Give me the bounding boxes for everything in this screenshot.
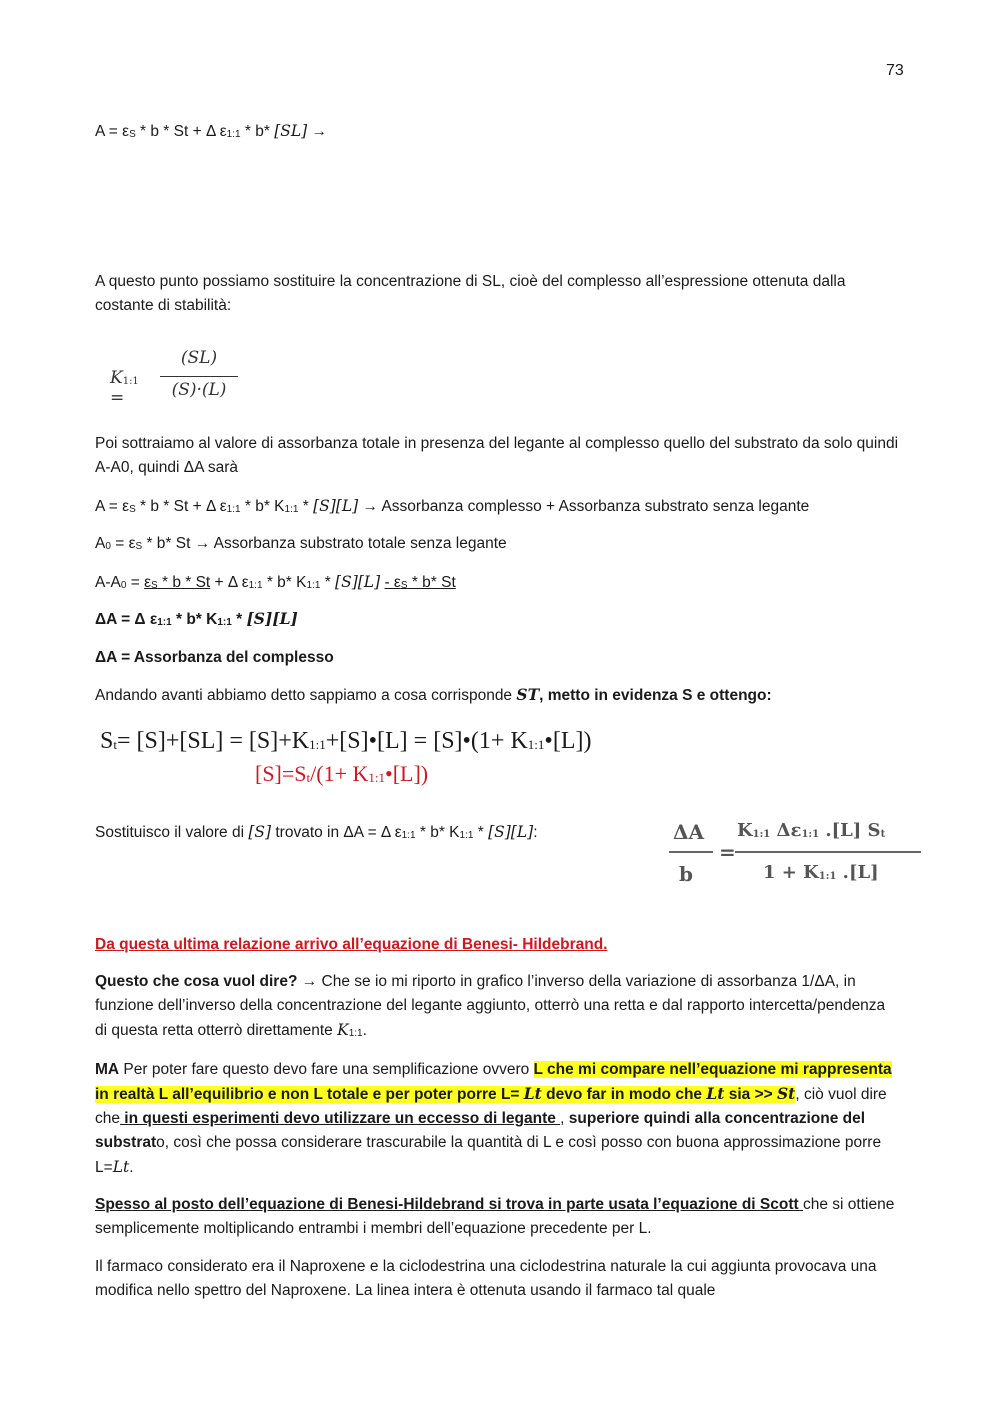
paragraph-simplification: MA Per poter fare questo devo fare una semplificazione ovvero L che mi compare nell’equazione mi rappresenta in realtà L all’equilibrio e non L totale e per poter porre L= Lt devo far in modo che Lt sia >> St, ciò vuol dire che in questi esperimenti devo utilizzare un eccesso di legante , superiore quindi alla concentrazione del substrato, così che possa considerare trascurabile la quantità di L e così posso con buona approssimazione porre L=Lt.	[95, 1061, 892, 1176]
paragraph-substitute-s: Sostituisco il valore di [S] trovato in ΔA = Δ $\varepsilon_{1:1} * b*$ $K_{1:1} * [S][L]$:	[95, 823, 538, 841]
paragraph-substitution: A questo punto possiamo sostituire la concentrazione di SL, cioè del complesso all’espressione ottenuta dalla costante di stabilità:	[95, 273, 846, 314]
equation-difference: $A-A_0 = \varepsilon_S * b * St + \Delta$ $\varepsilon_{1:1} * b*$ $K_{1:1} * [S][L] - \varepsilon_S * b*$ St	[95, 573, 456, 591]
benesi-hildebrand-heading: Da questa ultima relazione arrivo all’equazione di Benesi- Hildebrand.	[95, 936, 608, 953]
paragraph-subtraction: Poi sottraiamo al valore di assorbanza totale in presenza del legante al complesso quello del substrato da solo quindi A-A0, quindi ΔA sarà	[95, 435, 899, 476]
s-solution-row: $[S]=S_t/(1+$ $K_{1:1}•[L]$)	[255, 761, 429, 786]
paragraph-meaning: Questo che cosa vuol dire? → Che se io mi riporto in grafico l’inverso della variazione di assorbanza 1/ΔA, in funzione dell’inverso della concentrazione del legante aggiunto, otterrò una retta e dal rapporto intercetta/pendenza di questa retta otterrò direttamente $K_{1:1}$.	[95, 973, 886, 1039]
st-equation-row: $S_t= [S]+[SL]$ = $[S]+K_{1:1}+[S]•[L]$ = [S]•(1+ $K_{1:1}•[L]$)	[100, 728, 592, 754]
paragraph-st: Andando avanti abbiamo detto sappiamo a cosa corrisponde ST, metto in evidenza S e ottengo:	[95, 685, 772, 704]
equation-absorbance-sl: $A = \varepsilon_S * b * St + \Delta$ $\varepsilon_{1:1} * b*$ [SL] →	[95, 122, 328, 140]
equation-substrate-absorbance: $A_0 = \varepsilon_S * b*$ St → Assorbanza substrato totale senza legante	[95, 535, 507, 552]
substrate-total-equation	[100, 728, 592, 786]
delta-a-definition: ΔA = Assorbanza del complesso	[95, 649, 334, 666]
benesi-equation-image: ΔA b = $K_{1:1}$ $\Delta\varepsilon_{1:1}$ .[L] $S_t$ $1 + K_{1:1}$ .[L]	[665, 812, 927, 902]
paragraph-scott: Spesso al posto dell’equazione di Benesi-Hildebrand si trova in parte usata l’equazione di Scott che si ottiene semplicemente moltiplicando entrambi i membri dell’equazione precedente per L.	[95, 1196, 895, 1237]
paragraph-naproxene: Il farmaco considerato era il Naproxene e la ciclodestrina una ciclodestrina naturale la cui aggiunta provocava una modifica nello spettro del Naproxene. La linea intera è ottenuta usando il farmaco tal quale	[95, 1258, 877, 1299]
equation-total-absorbance: $A = \varepsilon_S * b * St + \Delta$ $\varepsilon_{1:1} * b*$ $K_{1:1} * [S][L]$ → Assorbanza complesso + Assorbanza substrato senza legante	[95, 497, 810, 515]
page-number: 73	[886, 62, 904, 79]
equation-delta-a: ΔA = Δ $\varepsilon_{1:1} * b*$ $K_{1:1} * [S][L]$	[95, 609, 298, 628]
